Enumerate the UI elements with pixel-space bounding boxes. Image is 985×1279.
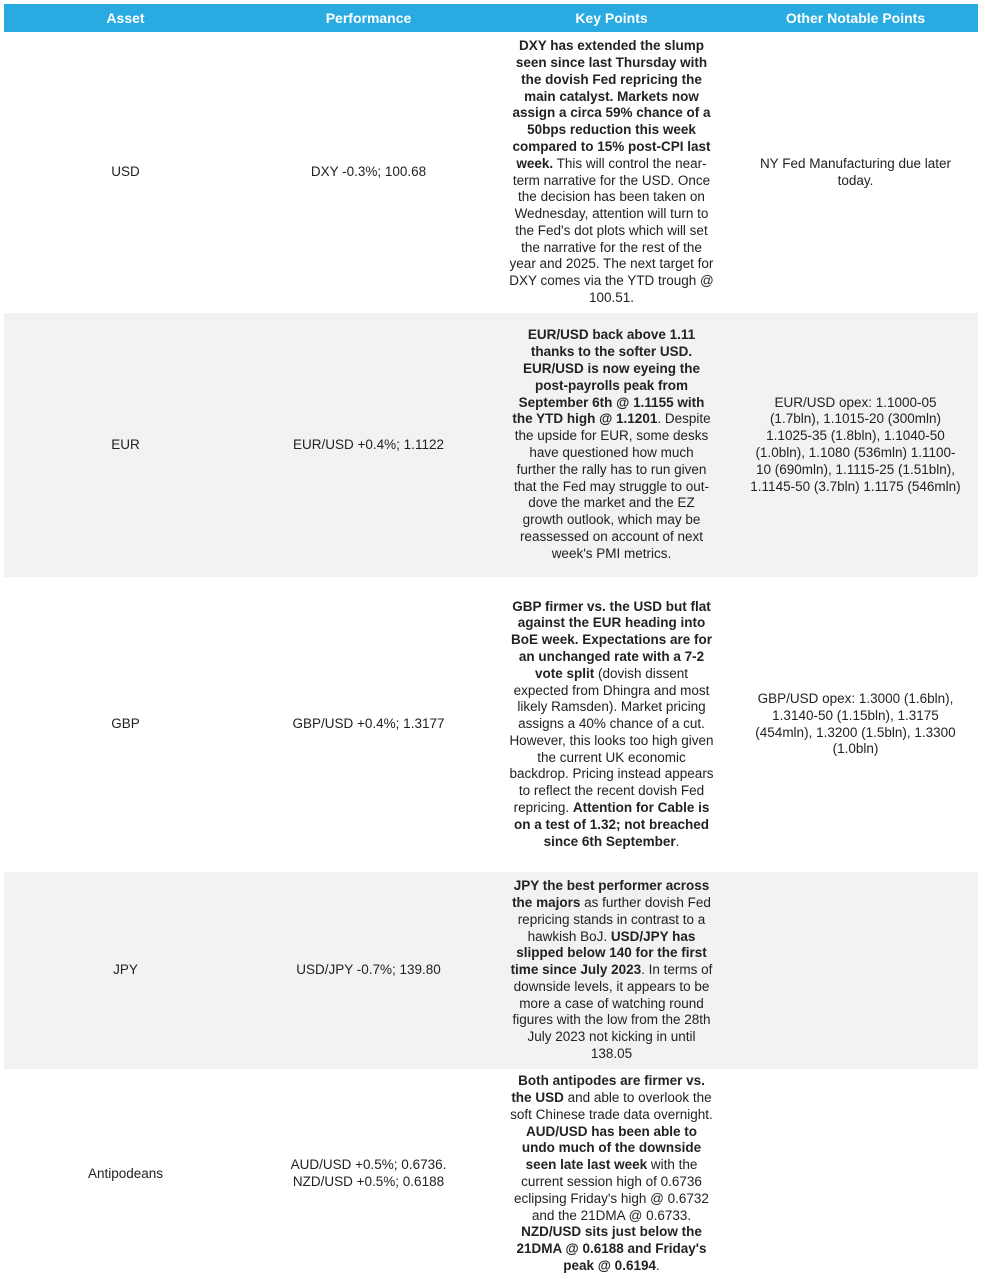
notable-points-cell: EUR/USD opex: 1.1000-05 (1.7bln), 1.1015-20 (300mln) 1.1025-35 (1.8bln), 1.1040-50 (1.0bln), 1.1080 (536mln) 1.1100-10 (690mln), 1.1115-25 (1.51bln), 1.1145-50 (3.7bln) 1.1175 (546mln) xyxy=(750,394,961,494)
asset-cell: Antipodeans xyxy=(87,1165,164,1181)
asset-cell: USD xyxy=(111,164,140,180)
key-point-bold: Both antipodes are firmer vs. the USD xyxy=(511,1073,705,1106)
key-points-cell xyxy=(490,1069,733,1279)
key-point-bold: GBP firmer vs. the USD but flat against the EUR heading into BoE week. Expectations are for an unchanged rate with a 7-2 vote split xyxy=(510,598,713,681)
key-point-bold: NZD/USD sits just below the 21DMA @ 0.6188 and Friday's peak @ 0.6194 xyxy=(516,1224,707,1273)
performance-cell: GBP/USD +0.4%; 1.3177 xyxy=(292,716,445,732)
key-point-text: . xyxy=(675,833,680,849)
performance-line: NZD/USD +0.5%; 0.6188 xyxy=(292,1174,445,1189)
key-point-text: with the current session high of 0.6736 eclipsing Friday's high @ 0.6732 and the 21DMA @ 0.6733. xyxy=(514,1157,709,1223)
performance-cell: DXY -0.3%; 100.68 xyxy=(310,164,427,180)
header-key-points: Key Points xyxy=(575,10,648,26)
fx-summary-table xyxy=(4,4,978,1279)
table-row-antipodeans xyxy=(4,1069,978,1279)
key-points-cell xyxy=(490,577,733,872)
table-header xyxy=(4,4,978,32)
table-row-jpy xyxy=(4,872,978,1069)
header-performance: Performance xyxy=(325,10,412,26)
notable-points-cell xyxy=(733,1069,978,1279)
key-point-bold: USD/JPY has slipped below 140 for the first time since July 2023 xyxy=(510,928,707,978)
key-point-bold: AUD/USD has been able to undo much of the downside seen late last week xyxy=(521,1123,702,1173)
table-row-gbp xyxy=(4,577,978,872)
key-point-text: as further dovish Fed repricing stands in contrast to a hawkish BoJ. xyxy=(517,894,711,944)
key-point-bold: DXY has extended the slump seen since last Thursday with the dovish Fed repricing the main catalyst. Markets now assign a circa 59% chance of a 50bps reduction this week compared to 15% post-CPI last week. xyxy=(512,38,711,171)
key-point-bold: JPY the best performer across the majors xyxy=(512,878,710,910)
key-points-cell xyxy=(490,32,733,313)
header-other-notable-points: Other Notable Points xyxy=(785,10,926,26)
header-asset: Asset xyxy=(106,10,145,26)
key-point-text: This will control the near-term narrative for the USD. Once the decision has been taken on Wednesday, attention will turn to the Fed's dot plots which will set the narrative for the rest of the year and 2025. The next target for DXY comes via the YTD trough @ 100.51. xyxy=(509,155,714,306)
asset-cell: GBP xyxy=(111,716,140,732)
table-row-usd xyxy=(4,32,978,313)
performance-cell xyxy=(247,1069,490,1279)
asset-cell: JPY xyxy=(113,962,138,978)
key-point-text: . In terms of downside levels, it appears to be more a case of watching round figures with the low from the 28th July 2023 not kicking in until 138.05 xyxy=(512,962,713,1062)
performance-cell: EUR/USD +0.4%; 1.1122 xyxy=(293,436,444,452)
key-point-text: (dovish dissent expected from Dhingra and most likely Ramsden). Market pricing assigns a 40% chance of a cut. However, this looks too high given the current UK economic backdrop. Pricing instead appears to reflect the recent dovish Fed repricing. xyxy=(509,665,714,816)
key-point-bold: EUR/USD back above 1.11 thanks to the softer USD. EUR/USD is now eyeing the post-payrolls peak from September 6th @ 1.1155 with the YTD high @ 1.1201 xyxy=(512,327,705,427)
notable-points-cell: GBP/USD opex: 1.3000 (1.6bln), 1.3140-50 (1.15bln), 1.3175 (454mln), 1.3200 (1.5bln), 1.3300 (1.0bln) xyxy=(755,690,956,757)
asset-cell: EUR xyxy=(111,436,140,452)
key-points-cell xyxy=(490,313,733,577)
performance-line: AUD/USD +0.5%; 0.6736. xyxy=(290,1157,447,1173)
key-point-text: . xyxy=(655,1257,660,1273)
notable-points-cell xyxy=(733,872,978,1069)
key-points-cell xyxy=(490,872,733,1069)
key-point-text: and able to overlook the soft Chinese trade data overnight. xyxy=(510,1090,713,1122)
key-point-text: . Despite the upside for EUR, some desks have questioned how much further the rally has to run given that the Fed may struggle to out-dove the market and the EZ growth outlook, which may be reassessed on account of next week's PMI metrics. xyxy=(513,411,711,561)
notable-points-cell: NY Fed Manufacturing due later today. xyxy=(759,155,952,188)
table-row-eur xyxy=(4,313,978,577)
performance-cell: USD/JPY -0.7%; 139.80 xyxy=(296,962,441,978)
key-point-bold: Attention for Cable is on a test of 1.32; not breached since 6th September xyxy=(513,800,710,849)
